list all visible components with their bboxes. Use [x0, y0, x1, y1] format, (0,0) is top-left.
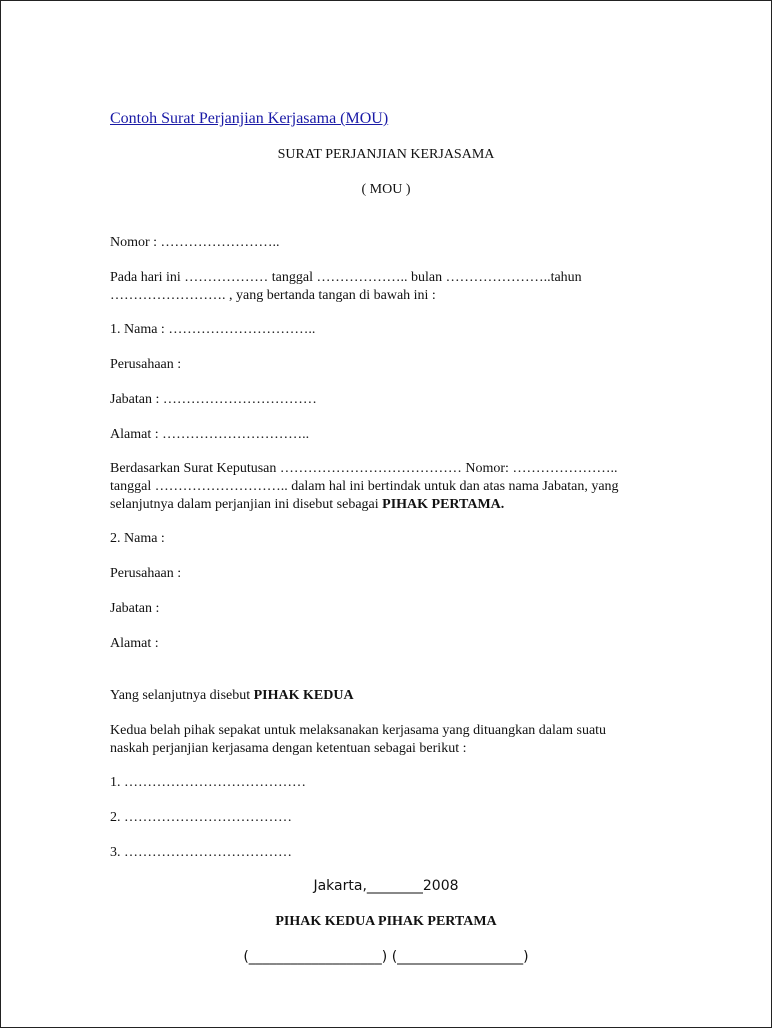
ketentuan-item-2: 2. ……………………………… — [110, 810, 292, 825]
nomor-line: Nomor : …………………….. — [110, 235, 280, 250]
kedua-belah-line-1: Kedua belah pihak sepakat untuk melaksanakan kerjasama yang dituangkan dalam suatu — [110, 723, 607, 738]
document-heading: SURAT PERJANJIAN KERJASAMA — [277, 147, 495, 162]
ketentuan-item-3: 3. ……………………………… — [110, 845, 292, 860]
selanjutnya-line — [110, 687, 354, 705]
party2-nama: 2. Nama : — [110, 531, 165, 546]
title-link[interactable]: Contoh Surat Perjanjian Kerjasama (MOU) — [110, 110, 389, 127]
pihak-pertama-label: PIHAK PERTAMA. — [382, 497, 505, 512]
berdasarkan-line-3-text: selanjutnya dalam perjanjian ini disebut sebagai — [110, 497, 383, 512]
signature-heading-text: PIHAK KEDUA PIHAK PERTAMA — [275, 914, 497, 929]
pada-hari-line-2: ……………………. , yang bertanda tangan di bawah ini : — [110, 288, 436, 303]
kedua-belah-line-2: naskah perjanjian kerjasama dengan ketentuan sebagai berikut : — [110, 741, 467, 756]
berdasarkan-line-2: tanggal ……………………….. dalam hal ini bertindak untuk dan atas nama Jabatan, yang — [110, 479, 619, 494]
party1-jabatan: Jabatan : …………………………… — [110, 392, 317, 407]
party2-perusahaan: Perusahaan : — [110, 566, 182, 581]
signature-heading — [1, 914, 771, 930]
party2-alamat: Alamat : — [110, 636, 159, 651]
title-link-line[interactable] — [110, 110, 388, 129]
pada-hari-line-1: Pada hari ini ……………… tanggal ……………….. bulan …………………..tahun — [110, 270, 582, 285]
ketentuan-item-1: 1. ………………………………… — [110, 775, 306, 790]
selanjutnya-text: Yang selanjutnya disebut — [110, 688, 254, 703]
berdasarkan-line-3 — [110, 496, 504, 514]
document-subheading: ( MOU ) — [361, 182, 411, 197]
berdasarkan-line-1: Berdasarkan Surat Keputusan ………………………………… Nomor: ………………….. — [110, 461, 618, 476]
party1-nama: 1. Nama : ………………………….. — [110, 322, 316, 337]
party2-jabatan: Jabatan : — [110, 601, 160, 616]
place-date-line: Jakarta,________2008 — [313, 878, 459, 894]
party1-perusahaan: Perusahaan : — [110, 357, 182, 372]
party1-alamat: Alamat : ………………………….. — [110, 427, 310, 442]
pihak-kedua-label: PIHAK KEDUA — [253, 688, 354, 703]
signature-lines: (___________________) (__________________) — [243, 949, 529, 965]
